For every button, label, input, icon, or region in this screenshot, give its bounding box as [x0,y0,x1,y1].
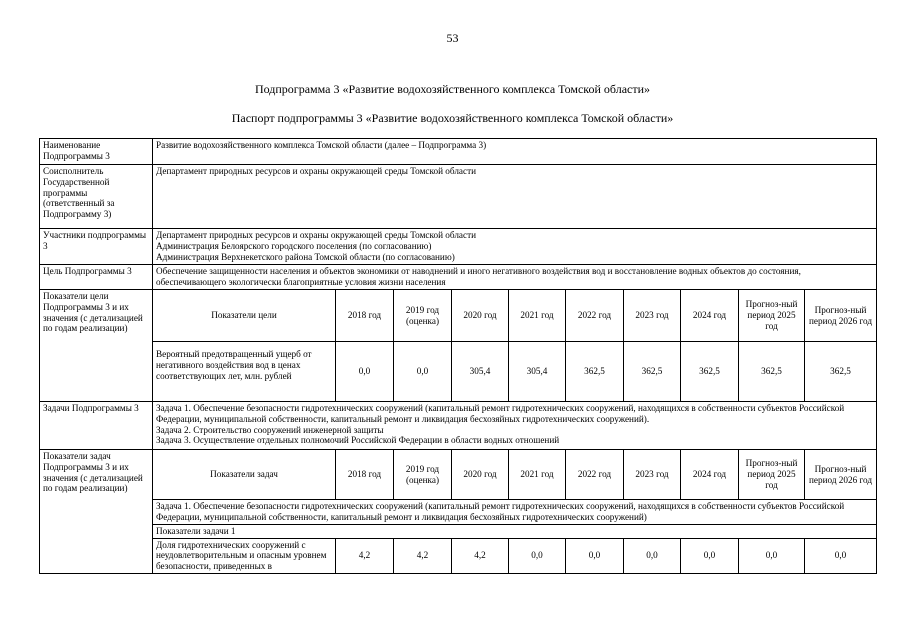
year-header: 2021 год [509,290,566,342]
task-indicator-row [40,538,877,573]
year-header: 2024 год [681,450,739,500]
task-item: Задача 2. Строительство сооружений инженерной защиты [156,424,384,435]
row-label: Показатели задач Подпрограммы 3 и их значения (с детализацией по годам реализации) [40,450,153,574]
indicator-value: 362,5 [805,342,877,402]
year-header: 2023 год [624,450,681,500]
passport-title: Паспорт подпрограммы 3 «Развитие водохозяйственного комплекса Томской области» [231,111,674,125]
task1-row [40,500,877,525]
row-name [40,139,877,165]
year-header: 2020 год [452,450,509,500]
year-header: 2019 год (оценка) [394,290,452,342]
goal-indicators-header-row [40,290,877,342]
row-label: Цель Подпрограммы 3 [40,265,153,290]
row-value: Департамент природных ресурсов и охраны окружающей среды Томской области [153,165,877,229]
indicator-value: 362,5 [739,342,805,402]
indicator-value: 362,5 [566,342,624,402]
indicators-header: Показатели цели [153,290,336,342]
indicator-value: 4,2 [336,538,394,573]
year-header: 2020 год [452,290,509,342]
indicator-value: 362,5 [681,342,739,402]
task1-indicators-label: Показатели задачи 1 [153,524,877,538]
row-goal [40,265,877,290]
indicator-name: Доля гидротехнических сооружений с неудовлетворительным и опасным уровнем безопасности, приведенных в [153,538,336,573]
indicator-value: 305,4 [452,342,509,402]
row-value: Обеспечение защищенности населения и объектов экономики от наводнений и иного негативного воздействия вод и восстановление водных объектов до состояния, обеспечивающего экологически благоприятные условия жизни населения [153,265,877,290]
row-coexecutor [40,165,877,229]
row-label: Задачи Подпрограммы 3 [40,402,153,450]
indicator-value: 0,0 [681,538,739,573]
row-label: Соисполнитель Государственной программы (ответственный за Подпрограмму 3) [40,165,153,229]
page-number: 53 [446,31,459,45]
indicator-name: Вероятный предотвращенный ущерб от негативного воздействия вод в ценах соответствующих лет, млн. рублей [153,342,336,402]
indicator-value: 362,5 [624,342,681,402]
year-header: 2022 год [566,290,624,342]
participant-item: Администрация Верхнекетского района Томской области (по согласованию) [156,251,455,262]
year-header: Прогноз-ный период 2025 год [739,290,805,342]
row-label: Показатели цели Подпрограммы 3 и их значения (с детализацией по годам реализации) [40,290,153,402]
goal-indicator-row [40,342,877,402]
indicator-value: 305,4 [509,342,566,402]
year-header: 2024 год [681,290,739,342]
indicator-value: 4,2 [452,538,509,573]
row-tasks [40,402,877,450]
year-header: Прогноз-ный период 2026 год [805,290,877,342]
indicator-value: 0,0 [739,538,805,573]
row-participants [40,229,877,265]
task1-text: Задача 1. Обеспечение безопасности гидротехнических сооружений (капитальный ремонт гидротехнических сооружений, находящихся в собственности субъектов Российской Федерации, муниципальной собственности, капитальный ремонт и ликвидация бесхозяйных гидротехнических сооружений) [153,500,877,525]
row-value [153,229,877,265]
row-label: Наименование Подпрограммы 3 [40,139,153,165]
task-item: Задача 1. Обеспечение безопасности гидротехнических сооружений (капитальный ремонт гидротехнических сооружений, находящихся в собственности субъектов Российской Федерации, муниципальной собственности, капитальный ремонт и ликвидация бесхозяйных гидротехнических сооружений). [156,403,845,424]
row-value: Развитие водохозяйственного комплекса Томской области (далее – Подпрограмма 3) [153,139,877,165]
year-header: Прогноз-ный период 2026 год [805,450,877,500]
year-header: Прогноз-ный период 2025 год [739,450,805,500]
participant-item: Департамент природных ресурсов и охраны окружающей среды Томской области [156,230,477,240]
indicator-value: 0,0 [394,342,452,402]
row-label: Участники подпрограммы 3 [40,229,153,265]
participant-item: Администрация Белоярского городского поселения (по согласованию) [156,240,432,251]
year-header: 2022 год [566,450,624,500]
year-header: 2023 год [624,290,681,342]
indicator-value: 0,0 [509,538,566,573]
subprogram-title: Подпрограмма 3 «Развитие водохозяйственного комплекса Томской области» [254,82,651,96]
task-item: Задача 3. Осуществление отдельных полномочий Российской Федерации в области водных отношений [156,435,560,446]
year-header: 2021 год [509,450,566,500]
indicator-value: 4,2 [394,538,452,573]
passport-table [39,138,877,574]
indicator-value: 0,0 [624,538,681,573]
indicator-value: 0,0 [336,342,394,402]
year-header: 2018 год [336,290,394,342]
task-indicators-header-row [40,450,877,500]
row-value [153,402,877,450]
indicator-value: 0,0 [566,538,624,573]
indicator-value: 0,0 [805,538,877,573]
task1-indicators-label-row [40,524,877,538]
indicators-header: Показатели задач [153,450,336,500]
year-header: 2018 год [336,450,394,500]
year-header: 2019 год (оценка) [394,450,452,500]
